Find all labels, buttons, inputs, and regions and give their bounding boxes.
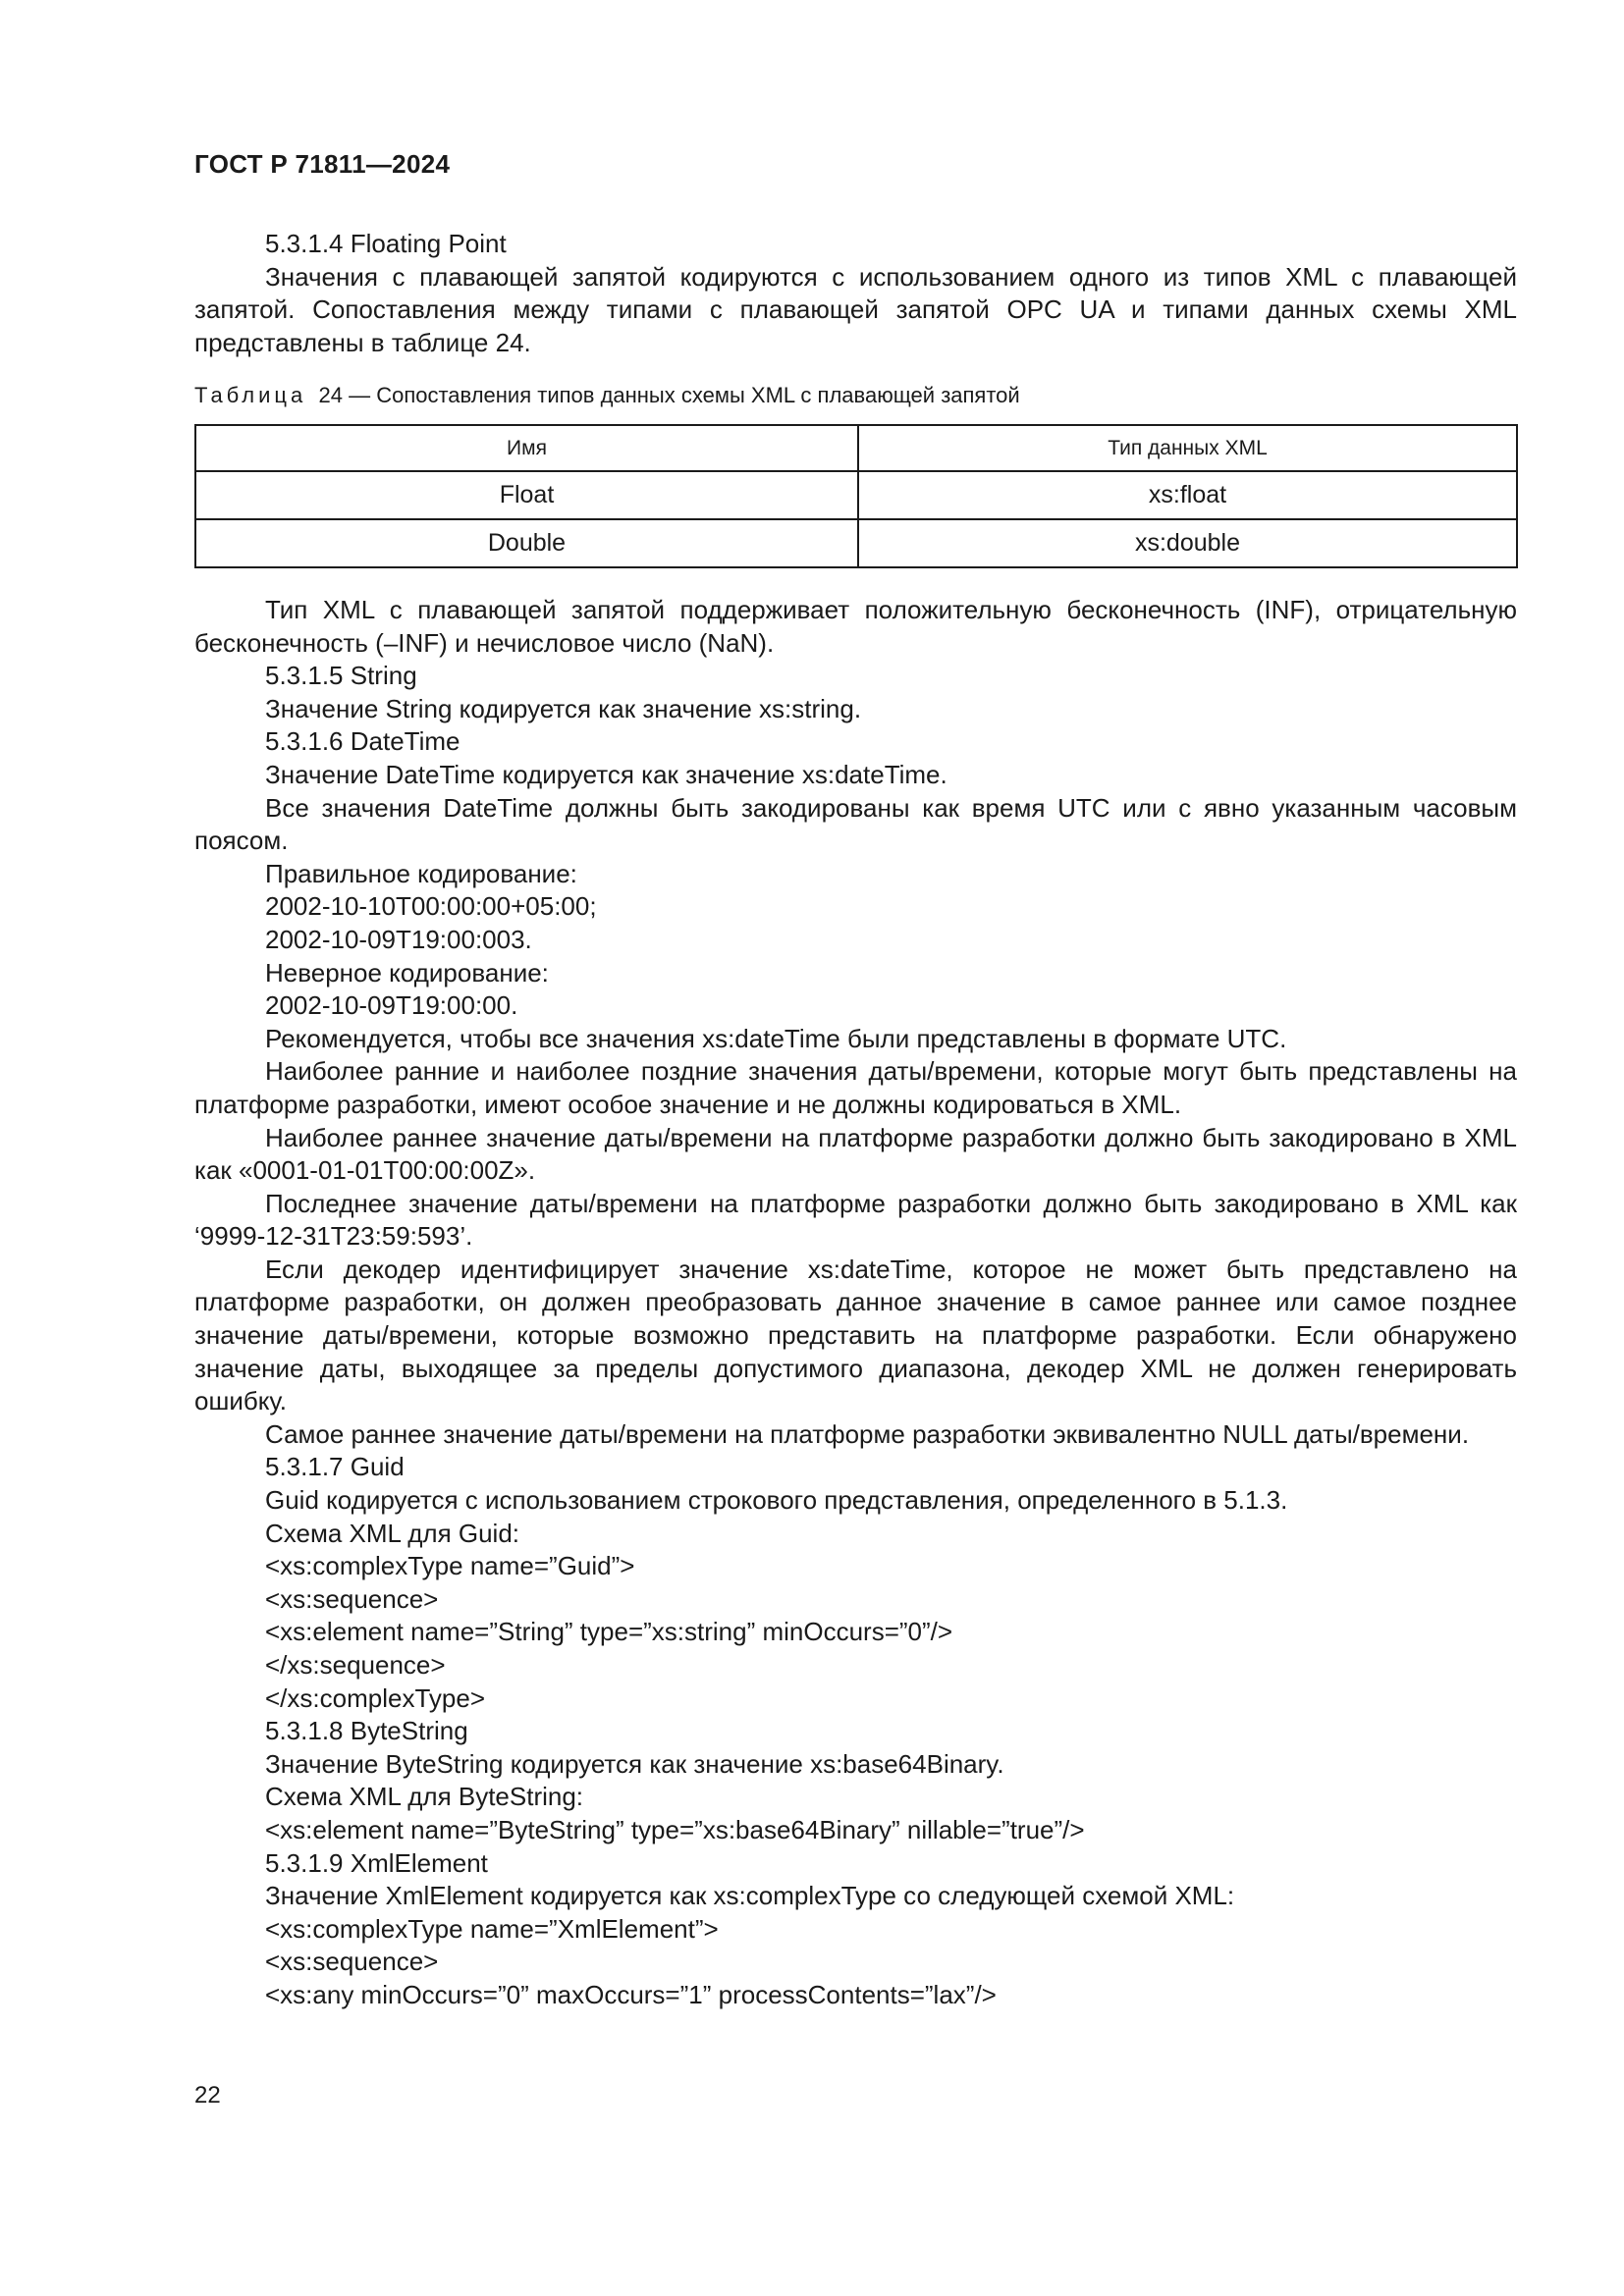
table-caption-text: 24 — Сопоставления типов данных схемы XML с плавающей запятой — [318, 383, 1020, 407]
paragraph: Последнее значение даты/времени на платформе разработки должно быть закодировано в XML как ‘9999-12-31T23:59:593’. — [194, 1188, 1517, 1252]
table-cell: Double — [195, 519, 858, 567]
section-heading: 5.3.1.8 ByteString — [265, 1716, 468, 1746]
column-header: Имя — [195, 425, 858, 471]
code-line: <xs:sequence> — [265, 1583, 439, 1614]
table-cell: xs:float — [858, 471, 1517, 519]
paragraph: Схема XML для ByteString: — [265, 1782, 584, 1812]
section-heading: 5.3.1.6 DateTime — [265, 726, 460, 757]
section-heading: 5.3.1.4 Floating Point — [265, 229, 507, 258]
code-line: 2002-10-10T00:00:00+05:00; — [265, 891, 597, 922]
code-line: 2002-10-09T19:00:003. — [265, 924, 532, 954]
paragraph: Guid кодируется с использованием строкового представления, определенного в 5.1.3. — [265, 1485, 1288, 1516]
paragraph: Рекомендуется, чтобы все значения xs:dateTime были представлены в формате UTC. — [265, 1023, 1287, 1053]
code-line: 2002-10-09T19:00:00. — [265, 990, 518, 1021]
paragraph: Значение XmlElement кодируется как xs:complexType со следующей схемой XML: — [265, 1881, 1235, 1911]
section-heading: 5.3.1.5 String — [265, 661, 417, 691]
paragraph: Все значения DateTime должны быть закодированы как время UTC или с явно указанным часовым поясом. — [194, 792, 1517, 856]
section-heading: 5.3.1.9 XmlElement — [265, 1847, 488, 1878]
paragraph: Самое раннее значение даты/времени на платформе разработки эквивалентно NULL даты/времени. — [265, 1418, 1470, 1449]
paragraph: Тип XML с плавающей запятой поддерживает положительную бесконечность (INF), отрицательную бесконечность (–INF) и нечисловое число (NaN). — [194, 595, 1517, 658]
table-label: Таблица — [194, 383, 307, 407]
table-row — [195, 519, 1517, 567]
table-header-row — [195, 425, 1517, 471]
paragraph: Правильное кодирование: — [265, 858, 577, 888]
paragraph: Значение String кодируется как значение xs:string. — [265, 693, 862, 723]
paragraph: Значение DateTime кодируется как значение xs:dateTime. — [265, 759, 947, 789]
table-row — [195, 471, 1517, 519]
code-line: </xs:complexType> — [265, 1682, 485, 1713]
paragraph: Если декодер идентифицирует значение xs:dateTime, которое не может быть представлено на платформе разработки, он должен преобразовать данное значение в самое раннее или самое позднее значение даты/времени, которые возможно представить на платформе разработки. Если обнаружено значение даты, выходящее за пределы допустимого диапазона, декодер XML не должен генерировать ошибку. — [194, 1254, 1517, 1416]
body-text — [194, 594, 1517, 2012]
table-cell: xs:double — [858, 519, 1517, 567]
code-line: <xs:complexType name=”XmlElement”> — [265, 1913, 719, 1944]
section-heading: 5.3.1.7 Guid — [265, 1452, 405, 1482]
table-caption — [194, 381, 1020, 410]
section-floating-point — [194, 228, 1517, 359]
paragraph: Наиболее раннее значение даты/времени на платформе разработки должно быть закодировано в XML как «0001-01-01T00:00:00Z». — [194, 1122, 1517, 1186]
code-line: </xs:sequence> — [265, 1650, 446, 1680]
paragraph: Неверное кодирование: — [265, 957, 549, 988]
code-line: <xs:element name=”ByteString” type=”xs:base64Binary” nillable=”true”/> — [265, 1814, 1085, 1844]
paragraph: Схема XML для Guid: — [265, 1518, 520, 1548]
table-cell: Float — [195, 471, 858, 519]
paragraph: Наиболее ранние и наиболее поздние значения даты/времени, которые могут быть представлены на платформе разработки, имеют особое значение и не должны кодироваться в XML. — [194, 1056, 1517, 1119]
page-number: 22 — [194, 2082, 221, 2109]
code-line: <xs:any minOccurs=”0” maxOccurs=”1” processContents=”lax”/> — [265, 1979, 997, 2009]
code-line: <xs:element name=”String” type=”xs:string” minOccurs=”0”/> — [265, 1617, 953, 1647]
paragraph: Значения с плавающей запятой кодируются с использованием одного из типов XML с плавающей запятой. Сопоставления между типами с плавающей запятой OPC UA и типами данных схемы XML представлены в таблице 24. — [194, 261, 1517, 357]
code-line: <xs:sequence> — [265, 1947, 439, 1977]
column-header: Тип данных XML — [858, 425, 1517, 471]
paragraph: Значение ByteString кодируется как значение xs:base64Binary. — [265, 1748, 1004, 1779]
code-line: <xs:complexType name=”Guid”> — [265, 1551, 635, 1581]
standard-header: ГОСТ Р 71811—2024 — [194, 149, 451, 179]
data-types-table — [194, 424, 1518, 568]
